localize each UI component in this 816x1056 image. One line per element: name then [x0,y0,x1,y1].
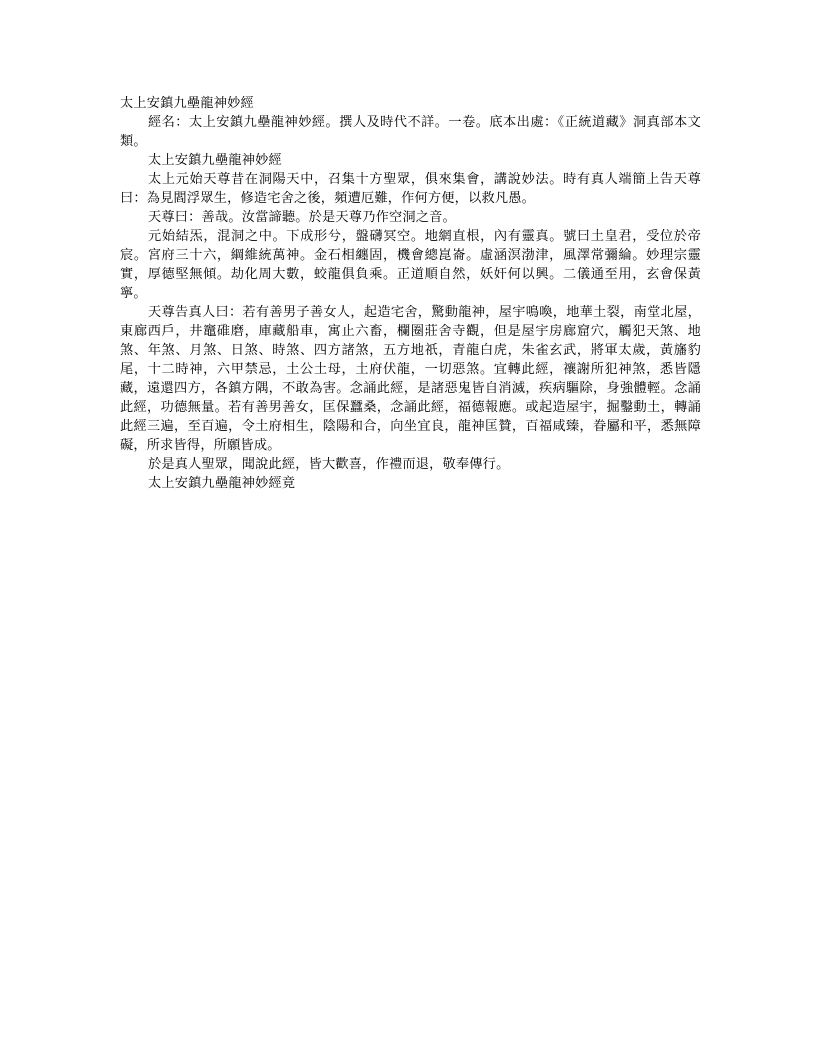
paragraph-scripture-info: 經名：太上安鎮九壘龍神妙經。撰人及時代不詳。一卷。底本出處：《正統道藏》洞真部本文類。 [120,115,701,149]
paragraph-verse: 元始結炁，混洞之中。下成形兮，盤礴冥空。地網直根，內有靈真。號曰土皇君，受位於帝宸。宮府三十六，綱維統萬神。金石相纏固，機會總崑崙。虛涵溟渤津，風澤常彌綸。妙理宗靈實，厚德堅無傾。劫化周大數，蛟龍俱負乘。正道順自然，妖奸何以興。二儀通至用，玄會保黃寧。 [120,229,701,301]
paragraph-scripture-title: 太上安鎮九壘龍神妙經 [148,153,282,168]
document-body [120,94,701,493]
paragraph-teaching: 天尊告真人曰：若有善男子善女人，起造宅舍，驚動龍神，屋宇鳴喚，地華土裂，南堂北屋，東廊西戶，井竈碓磨，庫藏船車，寓止六畜，欄圈莊舍寺觀，但是屋宇房廊窟穴，觸犯天煞、地煞、年煞、月煞、日煞、時煞、四方諸煞，五方地祇，青龍白虎，朱雀玄武，將軍太歲，黃旛豹尾，十二時神，六甲禁忌，土公土母，土府伏龍，一切惡煞。宜轉此經，禳謝所犯神煞，悉皆隱藏，遠還四方，各鎮方隅，不敢為害。念誦此經，是諸惡鬼皆自消滅，疾病驅除，身強體輕。念誦此經，功德無量。若有善男善女，匡保蠶桑，念誦此經，福德報應。或起造屋宇，掘鑿動土，轉誦此經三遍，至百遍，令土府相生，陰陽和合，向坐宜良，龍神匡贊，百福咸臻，眷屬和平，悉無障礙，所求皆得，所願皆成。 [120,305,701,453]
paragraph-conclusion: 於是真人聖眾，聞說此經，皆大歡喜，作禮而退，敬奉傳行。 [148,457,510,472]
document-heading: 太上安鎮九壘龍神妙經 [120,96,254,111]
paragraph-response: 天尊曰：善哉。汝當諦聽。於是天尊乃作空洞之音。 [148,210,456,225]
paragraph-end-title: 太上安鎮九壘龍神妙經竟 [148,476,296,491]
paragraph-assembly: 太上元始天尊昔在洞陽天中，召集十方聖眾，俱來集會，講說妙法。時有真人端簡上告天尊曰：為見閻浮眾生，修造宅舍之後，頻遭厄難，作何方便，以救凡愚。 [120,172,701,206]
